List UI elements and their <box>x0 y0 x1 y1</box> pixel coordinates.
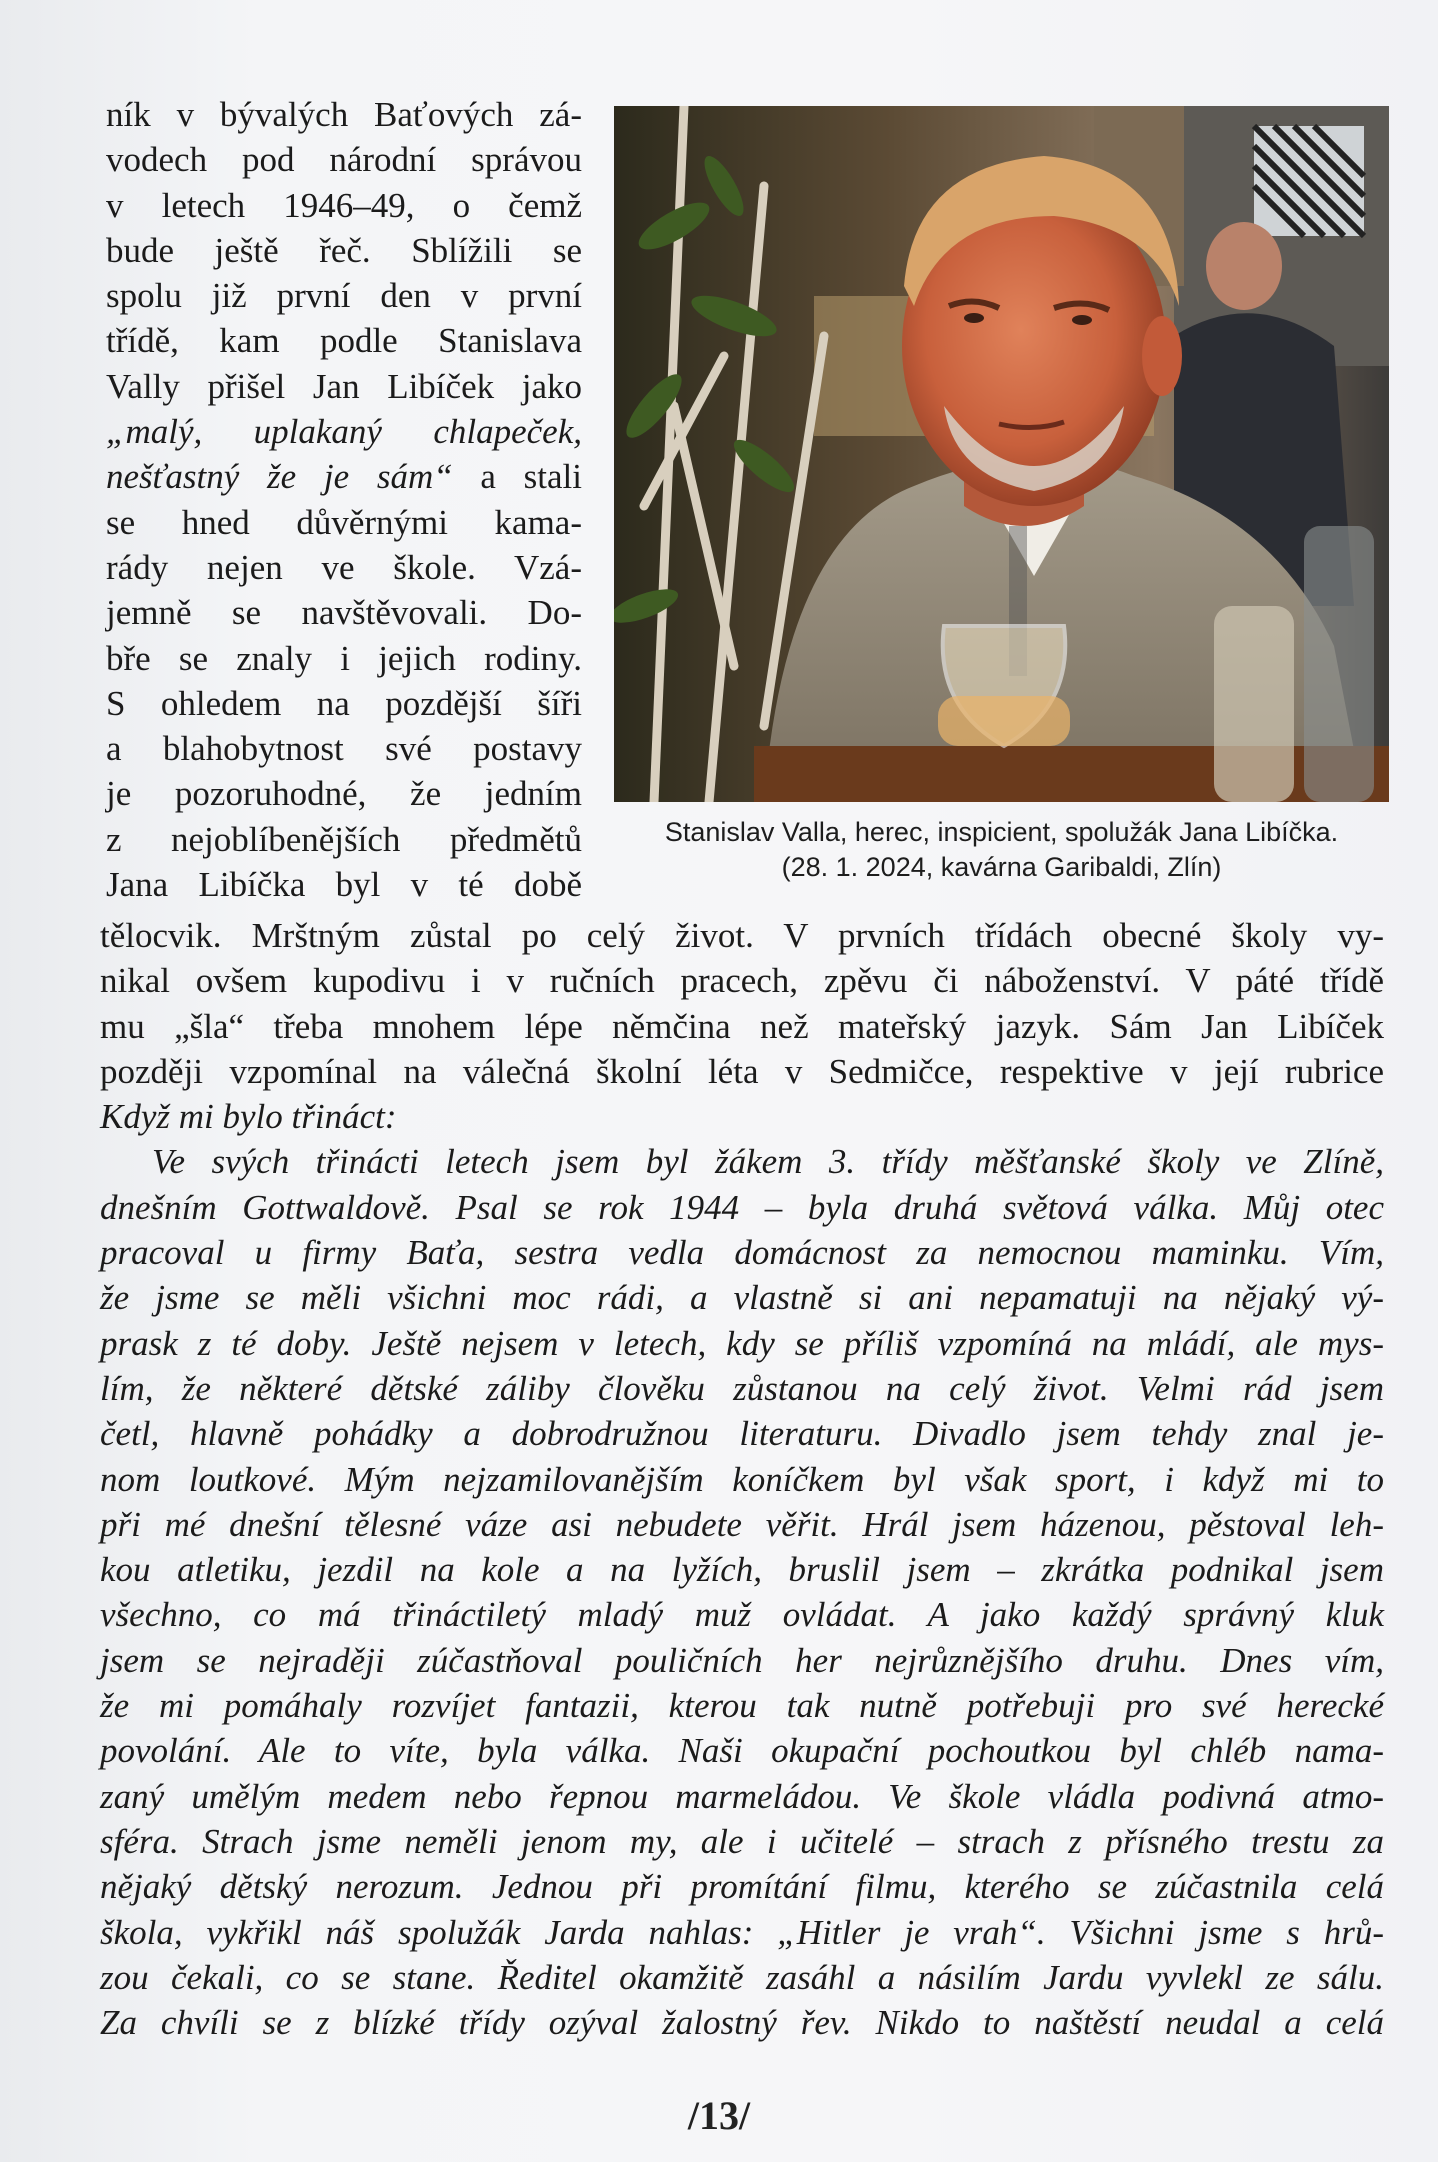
memoir-line: že mi pomáhaly rozvíjet fantazii, kterou tak nutně potřebuji pro své herecké <box>100 1686 1384 1726</box>
memoir-line: dnešním Gottwaldově. Psal se rok 1944 – byla druhá světová válka. Můj otec <box>100 1187 1384 1227</box>
text-line: nikal ovšem kupodivu i v ručních pracech, zpěvu či náboženství. V páté třídě <box>100 961 1384 1001</box>
memoir-line: prask z té doby. Ještě nejsem v letech, kdy se příliš vzpomíná na mládí, ale mys- <box>100 1323 1384 1363</box>
text-fragment: a stali <box>452 457 582 497</box>
left-column-text <box>106 92 582 907</box>
text-line: třídě, kam podle Stanislava <box>106 321 582 361</box>
text-line-quote: „malý, uplakaný chlapeček, <box>106 412 582 452</box>
page-number: /13/ <box>687 2093 751 2138</box>
memoir-line: zou čekali, co se stane. Ředitel okamžitě zasáhl a násilím Jardu vyvlekl ze sálu. <box>100 1957 1384 1997</box>
memoir-quote <box>100 1139 1384 2045</box>
memoir-line: škola, vykřikl náš spolužák Jarda nahlas: „Hitler je vrah“. Všichni jsme s hrů- <box>100 1912 1384 1952</box>
text-line: Jana Libíčka byl v té době <box>106 865 582 905</box>
memoir-line: nějaký dětský nerozum. Jednou při promítání filmu, kterého se zúčastnila celá <box>100 1867 1384 1907</box>
memoir-line: sféra. Strach jsme neměli jenom my, ale i učitelé – strach z přísného trestu za <box>100 1821 1384 1861</box>
memoir-line: všechno, co má třináctiletý mladý muž ovládat. A jako každý správný kluk <box>100 1595 1384 1635</box>
text-line: vodech pod národní správou <box>106 140 582 180</box>
memoir-line: Za chvíli se z blízké třídy ozýval žalostný řev. Nikdo to naštěstí neudal a celá <box>100 2003 1384 2043</box>
text-line: Vally přišel Jan Libíček jako <box>106 366 582 406</box>
text-line: je pozoruhodné, že jedním <box>106 774 582 814</box>
rubric-title: Když mi bylo třináct: <box>100 1097 397 1137</box>
text-line: jemně se navštěvovali. Do- <box>106 593 582 633</box>
memoir-line: Ve svých třinácti letech jsem byl žákem 3. třídy měšťanské školy ve Zlíně, <box>152 1142 1384 1182</box>
memoir-line: že jsme se měli všichni moc rádi, a vlastně si ani nepamatuji na nějaký vý- <box>100 1278 1384 1318</box>
memoir-line: pracoval u firmy Baťa, sestra vedla domácnost za nemocnou maminku. Vím, <box>100 1233 1384 1273</box>
main-text <box>100 913 1384 2045</box>
caption-line: (28. 1. 2024, kavárna Garibaldi, Zlín) <box>781 852 1222 882</box>
text-line: v letech 1946–49, o čemž <box>106 185 582 225</box>
memoir-line: zaný umělým medem nebo řepnou marmeládou. Ve škole vládla podivná atmo- <box>100 1776 1384 1816</box>
memoir-line: lím, že některé dětské záliby člověku zůstanou na celý život. Velmi rád jsem <box>100 1368 1384 1408</box>
memoir-line: nom loutkové. Mým nejzamilovanějším koníčkem byl však sport, i když mi to <box>100 1459 1384 1499</box>
memoir-line: četl, hlavně pohádky a dobrodružnou literaturu. Divadlo jsem tehdy znal je- <box>100 1414 1384 1454</box>
portrait-photo <box>614 106 1389 802</box>
text-line: z nejoblíbenějších předmětů <box>106 819 582 859</box>
memoir-line: při mé dnešní tělesné váze asi nebudete věřit. Hrál jsem házenou, pěstoval leh- <box>100 1504 1384 1544</box>
quote-fragment: nešťastný že je sám“ <box>106 457 453 497</box>
text-line: bře se znaly i jejich rodiny. <box>106 638 582 678</box>
text-line: později vzpomínal na válečná školní léta v Sedmičce, respektive v její rubrice <box>100 1051 1384 1091</box>
text-line: tělocvik. Mrštným zůstal po celý život. V prvních třídách obecné školy vy- <box>100 916 1384 955</box>
text-line: S ohledem na pozdější šíři <box>106 683 582 723</box>
text-line: rády nejen ve škole. Vzá- <box>106 547 582 587</box>
text-line: bude ještě řeč. Sblížili se <box>106 230 582 270</box>
text-line: mu „šla“ třeba mnohem lépe němčina než mateřský jazyk. Sám Jan Libíček <box>100 1006 1384 1046</box>
memoir-line: povolání. Ale to víte, byla válka. Naši okupační pochoutkou byl chléb nama- <box>100 1731 1384 1771</box>
text-line-quote-end <box>106 454 582 499</box>
memoir-line: kou atletiku, jezdil na kole a na lyžích, bruslil jsem – zkrátka podnikal jsem <box>100 1550 1384 1590</box>
caption-line: Stanislav Valla, herec, inspicient, spolužák Jana Libíčka. <box>664 817 1339 847</box>
memoir-line: jsem se nejraději zúčastňoval pouličních her nejrůznějšího druhu. Dnes vím, <box>100 1640 1384 1680</box>
text-line: spolu již první den v první <box>106 276 582 316</box>
photo-caption <box>614 815 1389 885</box>
text-line: ník v bývalých Baťových zá- <box>106 95 582 134</box>
portrait-photo-illustration <box>614 106 1389 802</box>
text-line: se hned důvěrnými kama- <box>106 502 582 542</box>
text-line: a blahobytnost své postavy <box>106 729 582 769</box>
